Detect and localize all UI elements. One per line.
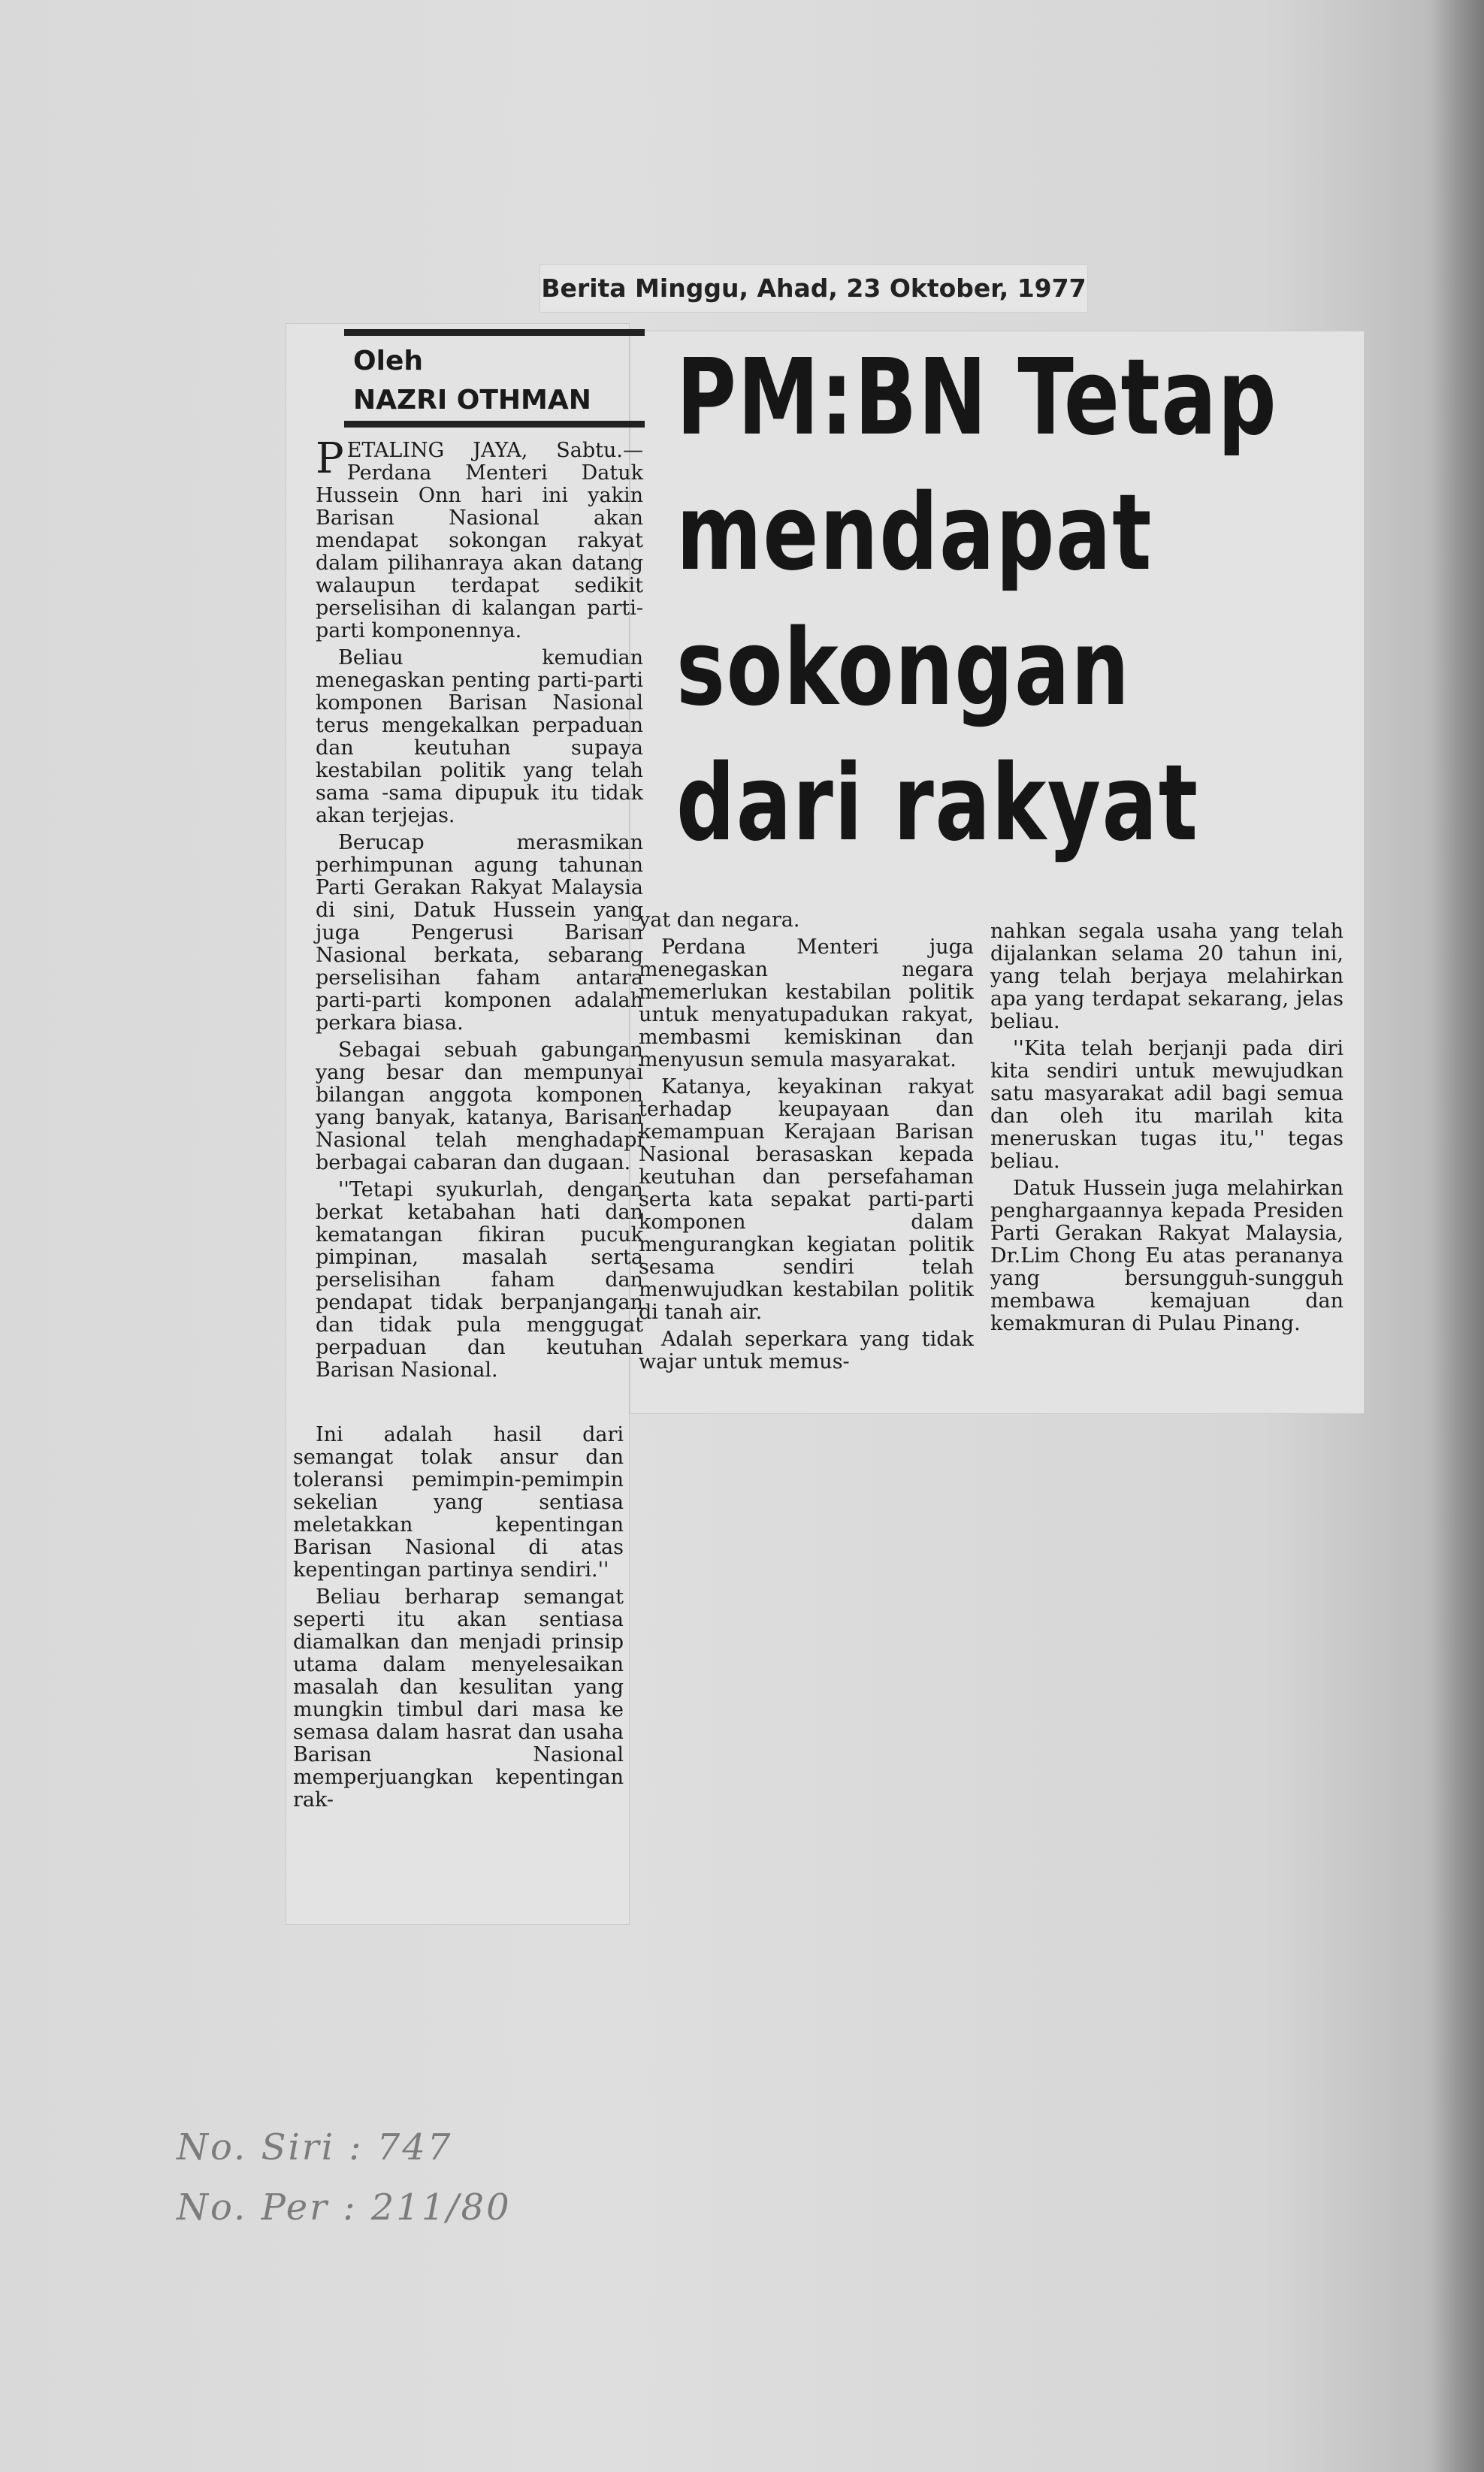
- byline-prefix: Oleh: [353, 346, 423, 376]
- headline-line-1: PM:BN Tetap: [676, 337, 1278, 459]
- paragraph: nahkan segala usaha yang telah dijalankan selama 20 tahun ini, yang telah berjaya melahirkan apa yang terdapat sekarang, jelas beliau.: [990, 920, 1343, 1033]
- paragraph: yat dan negara.: [639, 908, 800, 932]
- paragraph: ''Kita telah berjanji pada diri kita sendiri untuk mewujudkan satu masyarakat adil bagi semua dan oleh itu marilah kita meneruskan tugas itu,'' tegas beliau.: [990, 1037, 1343, 1173]
- paragraph: Ini adalah hasil dari semangat tolak ansur dan toleransi pemimpin-pemimpin sekelian yang sentiasa meletakkan kepentingan Barisan Nasional di atas kepentingan partinya sendiri.'': [293, 1423, 624, 1582]
- byline: [353, 342, 646, 420]
- paragraph: Beliau berharap semangat seperti itu akan sentiasa diamalkan dan menjadi prinsip utama dalam menyelesaikan masalah dan kesulitan yang mungkin timbul dari masa ke semasa dalam hasrat dan usaha Barisan Nasional memperjuangkan kepentingan rak-: [293, 1585, 624, 1812]
- byline-rule-bottom: [344, 421, 645, 428]
- headline: [676, 331, 1278, 872]
- paragraph: Berucap merasmikan perhimpunan agung tahunan Parti Gerakan Rakyat Malaysia di sini, Datuk Hussein yang juga Pengerusi Barisan Nasional berkata, sebarang perselisihan faham antara parti-parti komponen adalah perkara biasa.: [316, 831, 643, 1035]
- source-label: Berita Minggu, Ahad, 23 Oktober, 1977: [539, 264, 1088, 313]
- headline-line-2: mendapat: [676, 472, 1153, 594]
- article-column-3: [990, 920, 1343, 1340]
- headline-line-4: dari rakyat: [676, 742, 1199, 865]
- article-column-2: [639, 909, 974, 1378]
- paragraph: Katanya, keyakinan rakyat terhadap keupayaan dan kemampuan Kerajaan Barisan Nasional berasaskan kepada keutuhan dan persefahaman serta kata sepakat parti-parti komponen dalam mengurangkan kegiatan politik sesama sendiri telah menwujudkan kestabilan politik di tanah air.: [639, 1075, 974, 1324]
- paragraph: [316, 434, 643, 642]
- paragraph: Perdana Menteri juga menegaskan negara memerlukan kestabilan politik untuk menyatupadukan rakyat, membasmi kemiskinan dan menyusun semula masyarakat.: [639, 935, 974, 1071]
- paragraph: ''Tetapi syukurlah, dengan berkat ketabahan hati dan kematangan fikiran pucuk pimpinan, masalah serta perselisihan faham dan pendapat tidak berpanjangan dan tidak pula menggugat perpaduan dan keutuhan Barisan Nasional.: [316, 1178, 643, 1382]
- article-column-1-continued: [293, 1424, 624, 1816]
- paragraph: Beliau kemudian menegaskan penting parti-parti komponen Barisan Nasional terus mengekalkan perpaduan dan keutuhan supaya kestabilan politik yang telah sama -sama dipupuk itu tidak akan terjejas.: [316, 646, 643, 827]
- drop-cap: P: [316, 434, 344, 483]
- article-column-1: [316, 434, 643, 1386]
- paragraph: Adalah seperkara yang tidak wajar untuk memus-: [639, 1328, 974, 1374]
- handwritten-serial-number: No. Siri : 747: [177, 2126, 453, 2168]
- paragraph-text: ETALING JAYA, Sabtu.— Perdana Menteri Datuk Hussein Onn hari ini yakin Barisan Nasional akan mendapat sokongan rakyat dalam pilihanraya akan datang walaupun terdapat sedikit perselisihan di kalangan parti-parti komponennya.: [316, 439, 643, 642]
- handwritten-file-number: No. Per : 211/80: [177, 2186, 512, 2229]
- headline-line-3: sokongan: [676, 607, 1131, 730]
- byline-rule-top: [344, 329, 645, 336]
- page-edge-shadow: [1431, 0, 1484, 2472]
- paragraph: Datuk Hussein juga melahirkan penghargaannya kepada Presiden Parti Gerakan Rakyat Malaysia, Dr.Lim Chong Eu atas perananya yang bersungguh-sungguh membawa kemajuan dan kemakmuran di Pulau Pinang.: [990, 1177, 1343, 1335]
- byline-author: NAZRI OTHMAN: [353, 385, 591, 416]
- paragraph: Sebagai sebuah gabungan yang besar dan mempunyai bilangan anggota komponen yang banyak, katanya, Barisan Nasional telah menghadapi berbagai cabaran dan dugaan.: [316, 1038, 643, 1174]
